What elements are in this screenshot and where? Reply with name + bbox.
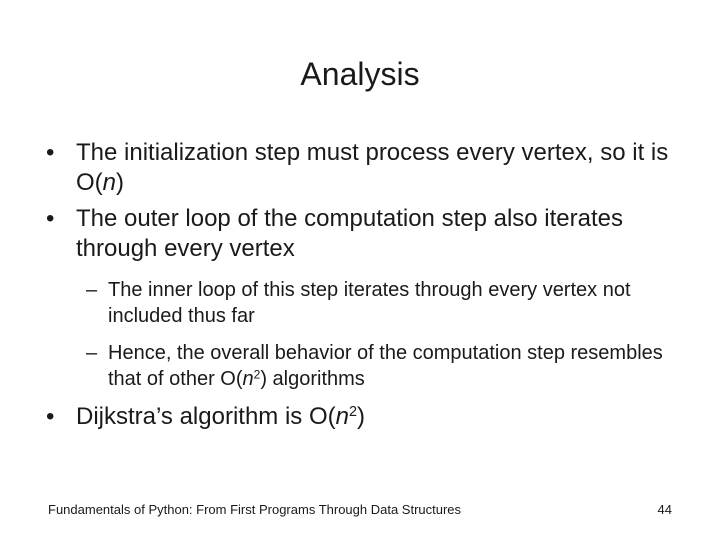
bullet-exponent: 2: [348, 404, 357, 421]
dash-mark: –: [86, 342, 98, 364]
bullet-var-n: n: [335, 403, 349, 430]
bullet-mark: •: [46, 139, 55, 166]
sub-bullet-text: Hence, the overall behavior of the computation step resembles that of other O(: [108, 342, 663, 390]
slide-title: Analysis: [300, 56, 420, 92]
dash-mark: –: [86, 279, 98, 301]
sub-bullet-var-n: n: [242, 368, 254, 390]
bullet-text: The outer loop of the computation step also iterates through every vertex: [76, 205, 623, 262]
sub-bullet-exponent: 2: [253, 367, 261, 382]
bullet-mark: •: [46, 403, 55, 430]
footer-page-number: 44: [657, 502, 672, 517]
sub-bullet-overall-behavior: [86, 340, 688, 392]
bullet-dijkstra: [46, 402, 686, 432]
bullet-text-end: ): [116, 169, 125, 196]
bullet-initialization: [46, 138, 686, 198]
sub-bullet-text-end: ) algorithms: [260, 368, 365, 390]
bullet-mark: •: [46, 205, 55, 232]
bullet-text: Dijkstra’s algorithm is O(: [76, 403, 336, 430]
sub-bullet-text: The inner loop of this step iterates through every vertex not included thus far: [108, 279, 631, 327]
bullet-text: The initialization step must process every vertex, so it is O(: [76, 139, 669, 196]
bullet-text-end: ): [356, 403, 365, 430]
sub-bullet-inner-loop: [86, 277, 688, 329]
bullet-var-n: n: [102, 169, 117, 196]
footer-book-title: Fundamentals of Python: From First Programs Through Data Structures: [48, 502, 462, 517]
bullet-outer-loop: [46, 204, 686, 264]
